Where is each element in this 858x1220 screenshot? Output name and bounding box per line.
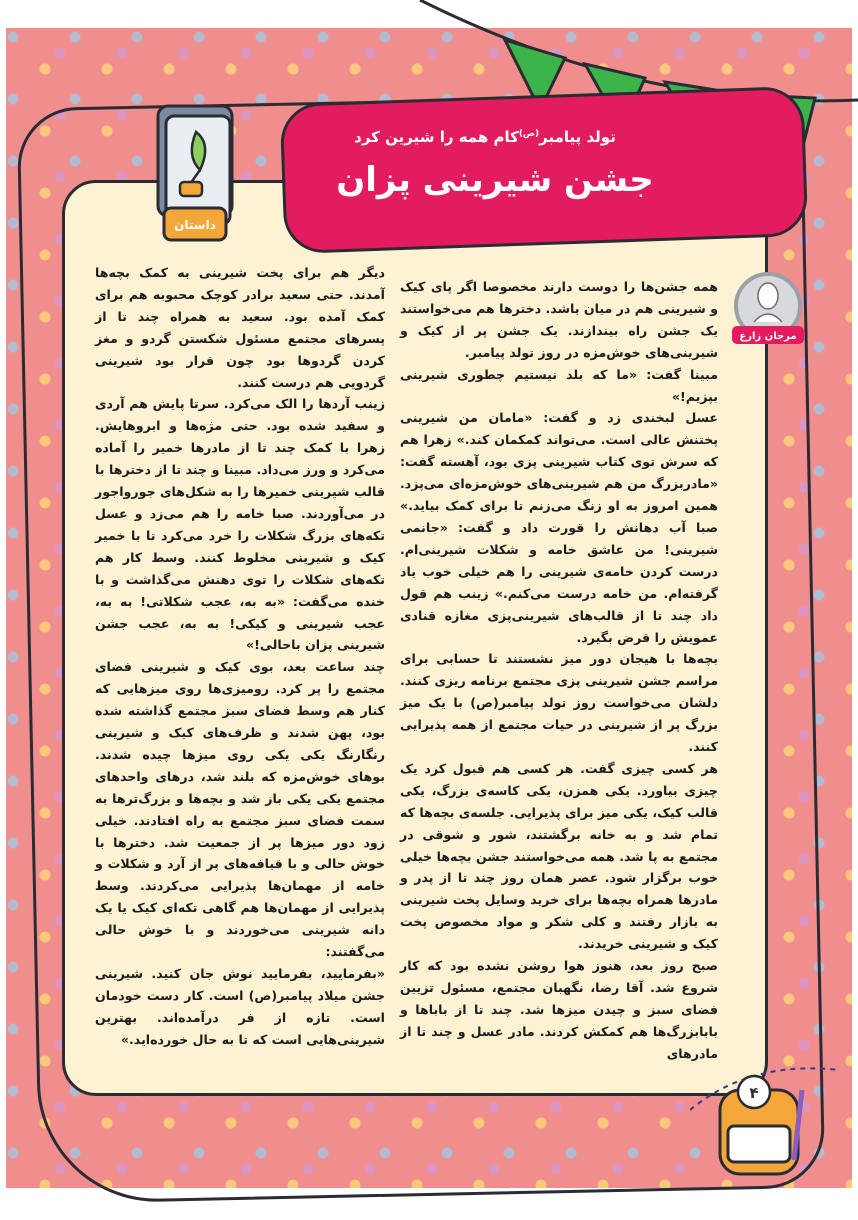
article-column-right: [400, 276, 718, 1065]
school-bag-icon: [690, 1050, 840, 1180]
author-name: مرجان زارع: [739, 331, 797, 342]
paragraph: «بفرمایید، بفرمایید نوش جان کنید. شیرینی جشن میلاد پیامبر(ص) است. کار دست خودمان است. تازه از فر درآمده‌اند. بهترین شیرینی‌هایی است که تا به حال خورده‌اید.»: [95, 966, 385, 1047]
author-avatar: [724, 270, 812, 350]
page-title: جشن شیرینی پزان: [336, 160, 654, 200]
paragraph: مبینا گفت: «ما که بلد نیستیم چطوری شیرینی بپزیم!»: [400, 366, 718, 404]
paragraph: دیگر هم برای پخت شیرینی به کمک بچه‌ها آمدند. حتی سعید برادر کوچک محبوبه هم برای کمک آمده بود. سعید به همراه چند تا از پسرهای مجتمع مسئول شکستن گردو و مغز کردن گردوها بود چون قرار بود شیرینی گردویی هم درست کنند.: [95, 265, 385, 390]
paragraph: زینب آردها را الک می‌کرد. سرتا پایش هم آردی و سفید شده بود. حتی مژه‌ها و ابروهایش. زهرا با کمک چند تا از مادرها خمیر را آماده می‌کرد و ورز می‌داد. مبینا و چند تا از دخترها با قالب شیرینی خمیرها را به شکل‌های جورواجور در می‌آوردند. صبا خامه را هم می‌زد و عسل تکه‌های بزرگ شکلات را خرد می‌کرد تا با خمیر کیک و شیرینی مخلوط کنند. وسط کار هم تکه‌های شکلات را توی دهنش می‌گذاشت و با خنده می‌گفت: «به به، عجب شکلاتی! به به، عجب شیرینی و کیکی! به به، عجب جشن شیرینی پزان باحالی!»: [95, 396, 385, 653]
paragraph: بچه‌ها با هیجان دور میز نشستند تا حسابی برای مراسم جشن شیرینی پزی مجتمع برنامه ریزی کنند. دلشان می‌خواست روز تولد پیامبر(ص) با یک میز بزرگ پر از شیرینی در حیات مجتمع از همه پذیرایی کنند.: [400, 651, 718, 755]
story-badge-label: داستان: [174, 218, 216, 232]
paragraph: عسل لبخندی زد و گفت: «مامان من شیرینی پختنش عالی است. می‌تواند کمکمان کند.» زهرا هم که سرش توی کتاب شیرینی پزی بود، آهسته گفت: «مادربزرگ من هم شیرینی‌های خوش‌مزه‌ای می‌پزد. همین امروز به او زنگ می‌زنم تا برای کمک بیاید.» صبا آب دهانش را قورت داد و گفت: «جانمی شیرینی! من عاشق خامه و شکلات شیرینی‌ام. درست کردن خامه‌ی شیرینی را هم خیلی خوب یاد گرفته‌ام. من خامه درست می‌کنم.» زینب هم قول داد چند تا از قالب‌های شیرینی‌پزی مغازه قنادی عمویش را قرض بگیرد.: [400, 410, 718, 645]
article-column-left: [95, 262, 385, 1051]
story-book-icon: [150, 100, 240, 250]
paragraph: هر کسی چیزی گفت. هر کسی هم قبول کرد یک چیزی بیاورد. یکی همزن، یکی کاسه‌ی بزرگ، یکی قالب کیک، یکی میز برای پذیرایی. جلسه‌ی بچه‌ها که تمام شد و به خانه برگشتند، شور و شوقی در مجتمع به پا شد. همه می‌خواستند جشن بچه‌ها خیلی خوب برگزار شود. عصر همان روز چند تا از پدر و مادرها همراه بچه‌ها برای خرید وسایل پخت شیرینی به بازار رفتند و کلی شکر و مواد مخصوص پخت کیک و شیرینی خریدند.: [400, 760, 718, 952]
inkwell-icon: [180, 182, 202, 196]
paragraph: همه جشن‌ها را دوست دارند مخصوصا اگر پای کیک و شیرینی هم در میان باشد. دخترها هم می‌خواستند یک جشن راه بیندازند. یک جشن پر از کیک و شیرینی‌های خوش‌مزه در روز تولد پیامبر.: [400, 279, 718, 360]
page-subtitle: تولد پیامبر$^{(ص)}$کام همه را شیرین کرد: [354, 128, 616, 146]
page-number: ۴: [749, 1084, 759, 1102]
paragraph: صبح روز بعد، هنوز هوا روشن نشده بود که کار شروع شد. آقا رضا، نگهبان مجتمع، مسئول تزیین فضای سبز و چیدن میزها شد. چند تا از باباها و بابابزرگ‌ها هم کمکش کردند. مادر عسل و چند تا از مادرهای: [400, 958, 718, 1061]
paragraph: چند ساعت بعد، بوی کیک و شیرینی فضای مجتمع را پر کرد. رومیزی‌ها روی میزهایی که کنار هم وسط فضای سبز مجتمع گذاشته شده بود، پهن شدند و ظرف‌های کیک و شیرینی رنگارنگ یکی یکی روی میزها چیده شدند. بوهای خوش‌مزه که بلند شد، درهای واحدهای مجتمع یکی یکی باز شد و بچه‌ها و بزرگ‌ترها به سمت فضای سبز مجتمع به راه افتادند. خیلی زود دور میزها پر از جمعیت شد. دخترها با خوش حالی و با قیافه‌های پر از آرد و شکلات و خامه از مهمان‌ها پذیرایی می‌کردند. وسط پذیرایی از مهمان‌ها هم گاهی تکه‌ای کیک یا یک دانه شیرینی می‌خوردند و با خوش حالی می‌گفتند:: [95, 659, 385, 960]
